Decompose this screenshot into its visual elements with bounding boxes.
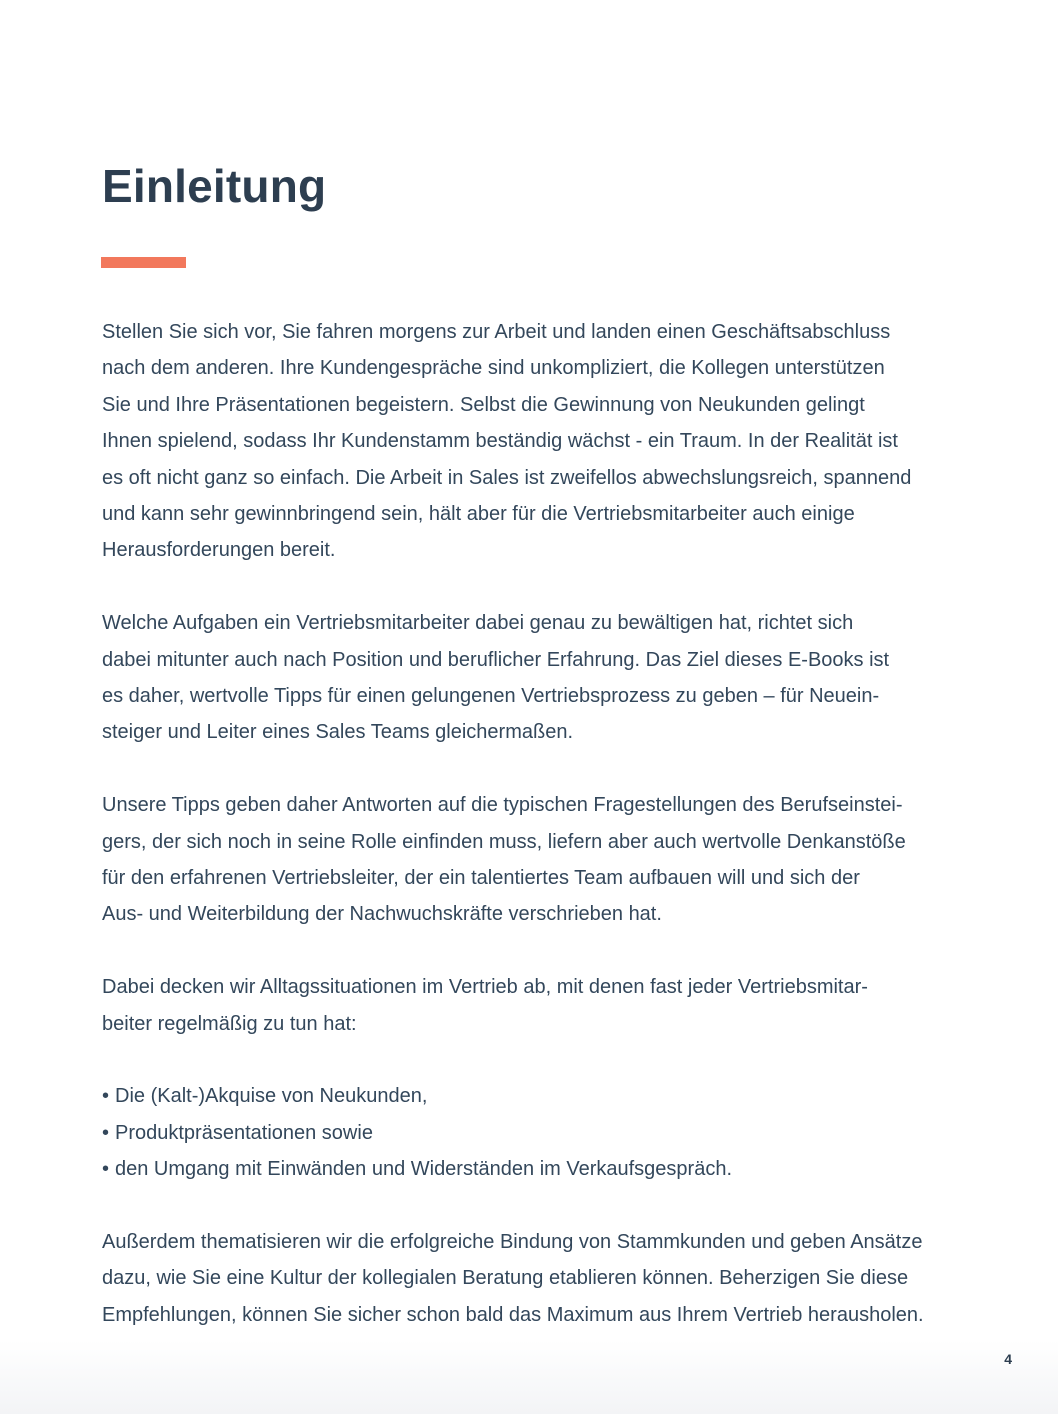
body-text <box>102 314 962 1370</box>
text-line: Außerdem thematisieren wir die erfolgreiche Bindung von Stammkunden und geben Ansätze <box>102 1231 923 1254</box>
text-line: nach dem anderen. Ihre Kundengespräche sind unkompliziert, die Kollegen unterstützen <box>102 357 885 380</box>
text-line: es oft nicht ganz so einfach. Die Arbeit in Sales ist zweifellos abwechslungsreich, spannend <box>102 466 912 489</box>
paragraph-tasks <box>102 605 962 751</box>
text-line: Sie und Ihre Präsentationen begeistern. Selbst die Gewinnung von Neukunden gelingt <box>102 393 865 416</box>
text-line: dabei mitunter auch nach Position und beruflicher Erfahrung. Das Ziel dieses E-Books ist <box>102 648 890 671</box>
text-line: für den erfahrenen Vertriebsleiter, der ein talentiertes Team aufbauen will und sich der <box>102 867 860 890</box>
text-line: gers, der sich noch in seine Rolle einfinden muss, liefern aber auch wertvolle Denkanstöße <box>102 830 906 853</box>
text-line: steiger und Leiter eines Sales Teams gleichermaßen. <box>102 721 573 744</box>
page-title: Einleitung <box>102 160 327 212</box>
list-item-text: den Umgang mit Einwänden und Widerständen im Verkaufsgespräch. <box>115 1158 733 1181</box>
page-number: 4 <box>1004 1351 1012 1367</box>
text-line: Herausforderungen bereit. <box>102 539 336 562</box>
text-line: Empfehlungen, können Sie sicher schon bald das Maximum aus Ihrem Vertrieb herausholen. <box>102 1303 924 1326</box>
text-line: Unsere Tipps geben daher Antworten auf die typischen Fragestellungen des Berufseinstei- <box>102 794 903 817</box>
text-line: und kann sehr gewinnbringend sein, hält aber für die Vertriebsmitarbeiter auch einige <box>102 503 855 526</box>
text-line: es daher, wertvolle Tipps für einen gelungenen Vertriebsprozess zu geben – für Neuein- <box>102 685 880 708</box>
list-item-text: Die (Kalt-)Akquise von Neukunden, <box>115 1085 428 1108</box>
paragraph-intro <box>102 314 962 569</box>
text-line: dazu, wie Sie eine Kultur der kollegialen Beratung etablieren können. Beherzigen Sie diese <box>102 1267 909 1290</box>
list-item <box>102 1078 962 1114</box>
text-line: Ihnen spielend, sodass Ihr Kundenstamm beständig wächst - ein Traum. In der Realität ist <box>102 430 898 453</box>
paragraph-tips <box>102 787 962 933</box>
list-item-text: Produktpräsentationen sowie <box>115 1121 373 1144</box>
bullet-icon: • <box>102 1121 110 1144</box>
bullet-icon: • <box>102 1158 110 1181</box>
bullet-icon: • <box>102 1085 110 1108</box>
text-line: beiter regelmäßig zu tun hat: <box>102 1012 357 1035</box>
paragraph-closing <box>102 1224 962 1333</box>
list-item <box>102 1151 962 1187</box>
bullet-list <box>102 1078 962 1187</box>
text-line: Dabei decken wir Alltagssituationen im Vertrieb ab, mit denen fast jeder Vertriebsmitar- <box>102 976 868 999</box>
title-accent-bar <box>101 257 186 268</box>
paragraph-situations <box>102 969 962 1042</box>
list-item <box>102 1115 962 1151</box>
text-line: Stellen Sie sich vor, Sie fahren morgens zur Arbeit und landen einen Geschäftsabschluss <box>102 321 891 343</box>
text-line: Welche Aufgaben ein Vertriebsmitarbeiter dabei genau zu bewältigen hat, richtet sich <box>102 612 854 635</box>
text-line: Aus- und Weiterbildung der Nachwuchskräfte verschrieben hat. <box>102 903 662 926</box>
